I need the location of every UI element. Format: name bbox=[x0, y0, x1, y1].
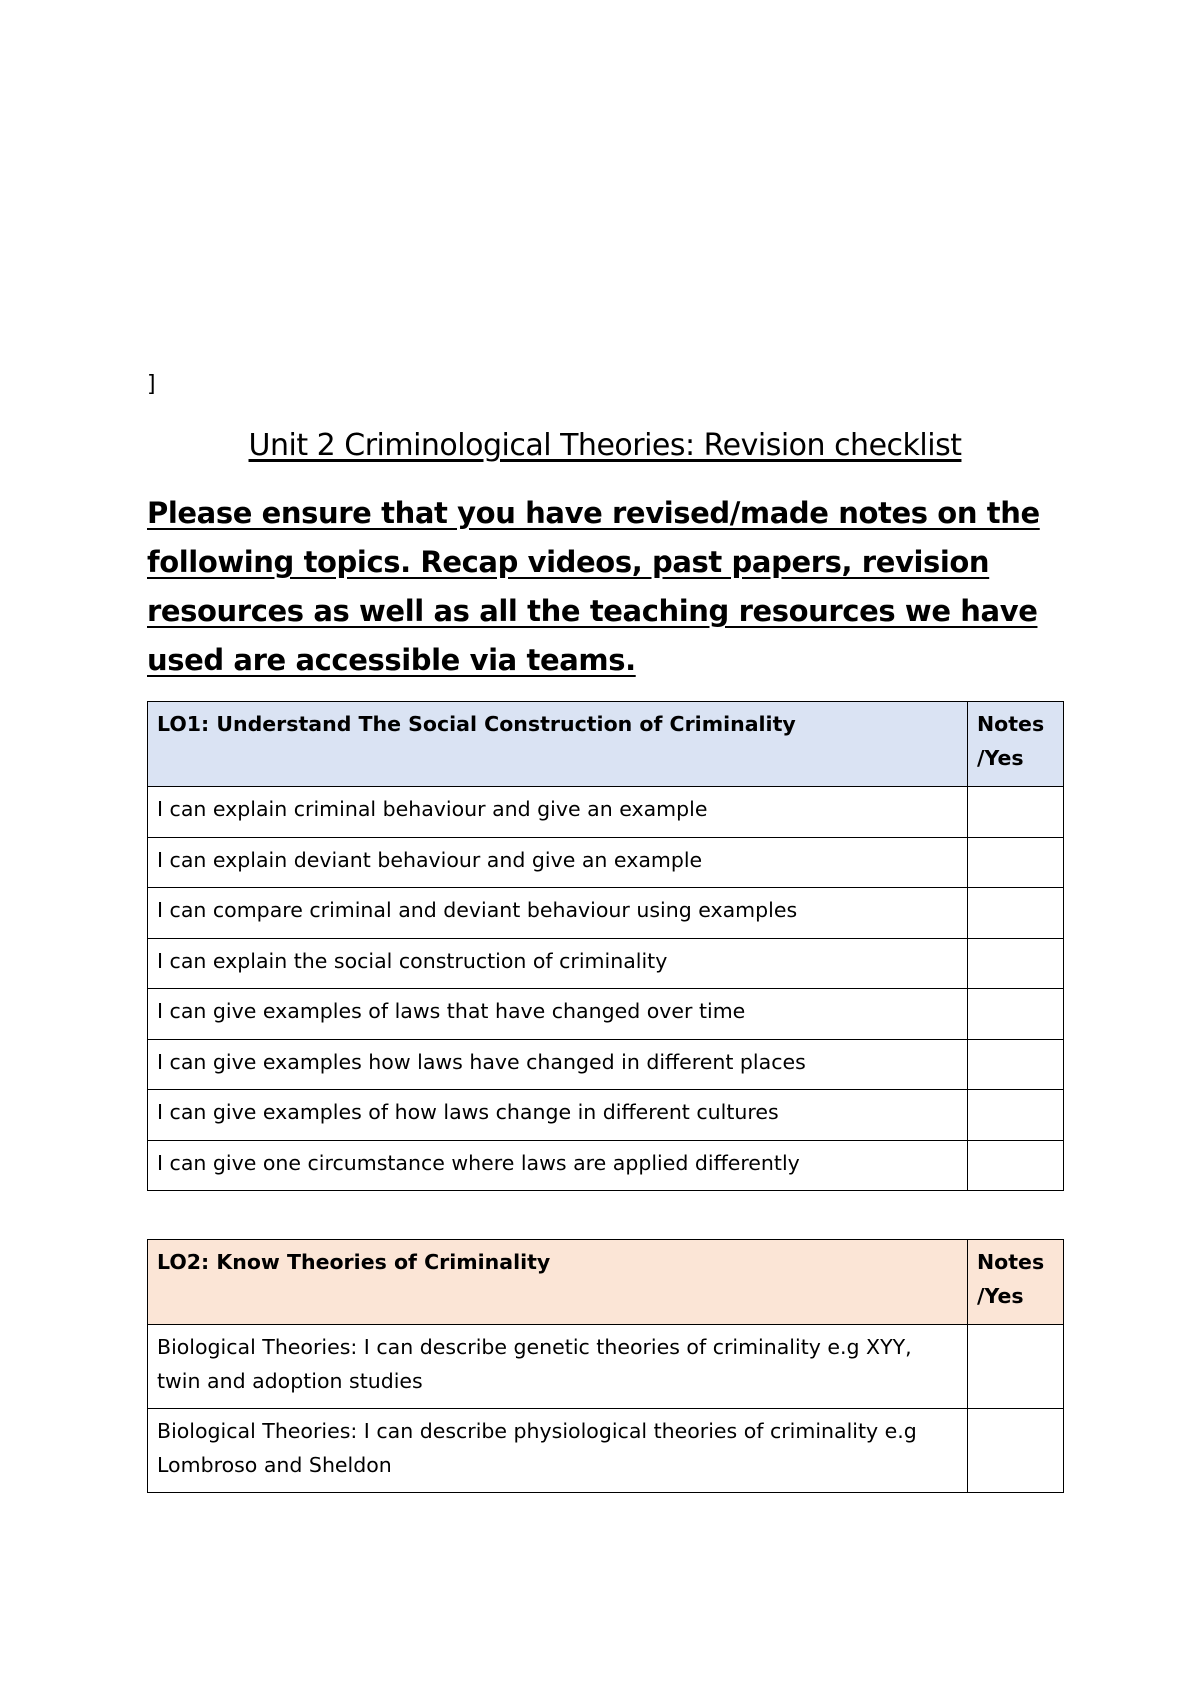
page-title: Unit 2 Criminological Theories: Revision checklist bbox=[248, 428, 962, 463]
notes-cell[interactable] bbox=[968, 989, 1064, 1040]
checklist-item: Biological Theories: I can describe physiological theories of criminality e.g Lombroso and Sheldon bbox=[148, 1409, 968, 1493]
checklist-item: I can explain the social construction of criminality bbox=[148, 938, 968, 989]
notes-cell[interactable] bbox=[968, 888, 1064, 939]
checklist-item: I can explain criminal behaviour and give an example bbox=[148, 787, 968, 838]
notes-header-line1: Notes bbox=[977, 1250, 1045, 1274]
lo1-notes-header bbox=[968, 702, 1064, 787]
checklist-item: Biological Theories: I can describe genetic theories of criminality e.g XYY, twin and adoption studies bbox=[148, 1325, 968, 1409]
checklist-item: I can give one circumstance where laws are applied differently bbox=[148, 1140, 968, 1191]
notes-header-line2: /Yes bbox=[977, 1284, 1024, 1308]
table-row bbox=[148, 989, 1064, 1040]
table-row bbox=[148, 787, 1064, 838]
notes-cell[interactable] bbox=[968, 1140, 1064, 1191]
notes-cell[interactable] bbox=[968, 938, 1064, 989]
table-row bbox=[148, 1039, 1064, 1090]
checklist-item: I can explain deviant behaviour and give an example bbox=[148, 837, 968, 888]
lo1-heading: LO1: Understand The Social Construction of Criminality bbox=[148, 702, 968, 787]
lo2-checklist-table bbox=[147, 1239, 1064, 1493]
stray-bracket: ] bbox=[147, 372, 156, 397]
table-row bbox=[148, 1140, 1064, 1191]
checklist-item: I can give examples of how laws change in different cultures bbox=[148, 1090, 968, 1141]
lo1-checklist-table bbox=[147, 701, 1064, 1191]
lo2-notes-header bbox=[968, 1240, 1064, 1325]
checklist-item: I can give examples of laws that have changed over time bbox=[148, 989, 968, 1040]
table-row bbox=[148, 1325, 1064, 1409]
notes-cell[interactable] bbox=[968, 1325, 1064, 1409]
checklist-item: I can give examples how laws have changed in different places bbox=[148, 1039, 968, 1090]
notes-cell[interactable] bbox=[968, 787, 1064, 838]
lo2-heading: LO2: Know Theories of Criminality bbox=[148, 1240, 968, 1325]
notes-header-line1: Notes bbox=[977, 712, 1045, 736]
table-row bbox=[148, 888, 1064, 939]
table-row bbox=[148, 1090, 1064, 1141]
notes-cell[interactable] bbox=[968, 1039, 1064, 1090]
notes-cell[interactable] bbox=[968, 837, 1064, 888]
intro-paragraph: Please ensure that you have revised/made notes on the following topics. Recap videos, past papers, revision resources as well as all the teaching resources we have used are accessible via teams. bbox=[147, 496, 1040, 677]
notes-cell[interactable] bbox=[968, 1090, 1064, 1141]
lo2-header-row bbox=[148, 1240, 1064, 1325]
checklist-item: I can compare criminal and deviant behaviour using examples bbox=[148, 888, 968, 939]
table-row bbox=[148, 938, 1064, 989]
table-row bbox=[148, 1409, 1064, 1493]
notes-cell[interactable] bbox=[968, 1409, 1064, 1493]
lo1-header-row bbox=[148, 702, 1064, 787]
notes-header-line2: /Yes bbox=[977, 746, 1024, 770]
table-row bbox=[148, 837, 1064, 888]
